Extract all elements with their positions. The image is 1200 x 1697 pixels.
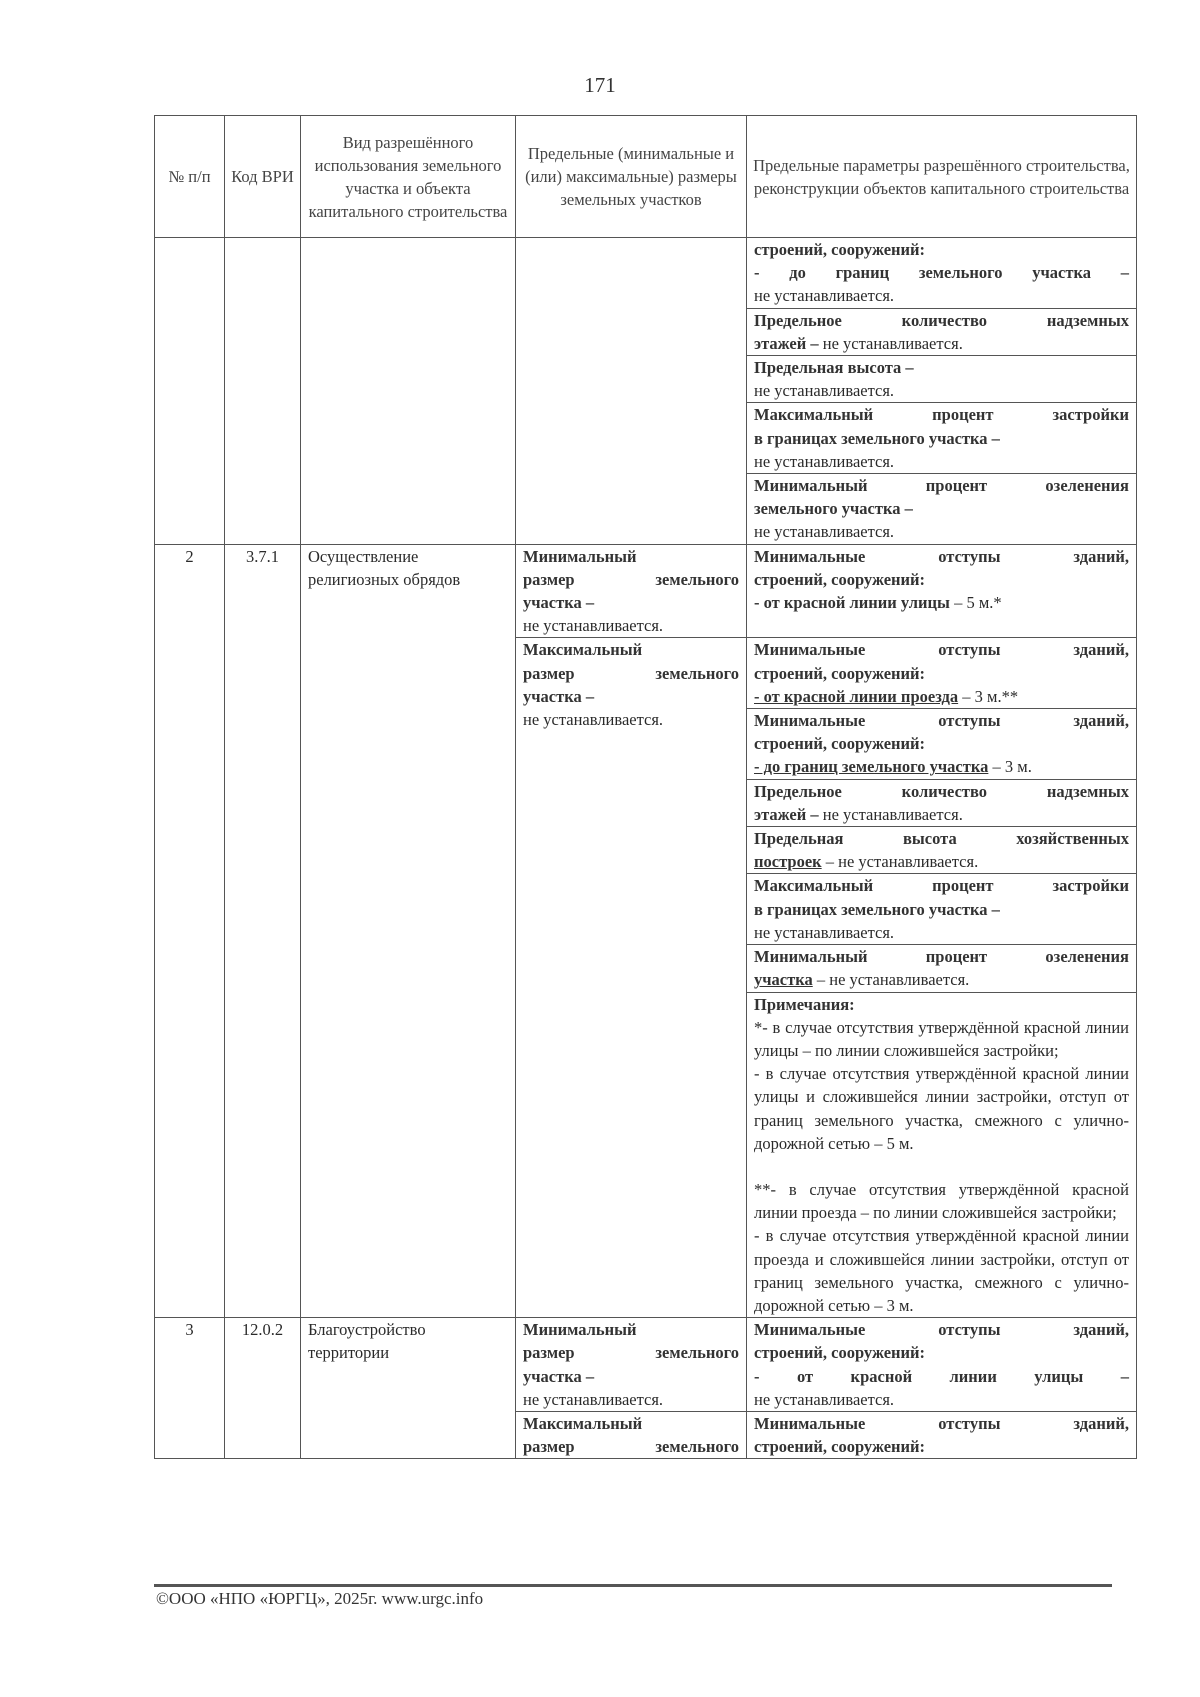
- param-cell: строений, сооружений: - до границ земельного участка – не устанавливается.: [747, 238, 1137, 309]
- land-use-table: [154, 115, 1137, 1459]
- param-cell: Минимальные отступы зданий, строений, сооружений: - до границ земельного участка – 3 м.: [747, 709, 1137, 780]
- size-min-cell: Минимальный размер земельного участка – не устанавливается.: [516, 544, 747, 638]
- row-number: 2: [155, 544, 225, 1318]
- cont-size-cell: [516, 238, 747, 545]
- note: - в случае отсутствия утверждённой красной линии улицы и сложившейся линии застройки, отступ от границ земельного участка, смежного с улично-дорожной сетью – 5 м.: [754, 1064, 1129, 1153]
- cont-num-cell: [155, 238, 225, 545]
- note: *- в случае отсутствия утверждённой красной линии улицы – по линии сложившейся застройки;: [754, 1017, 1129, 1060]
- param-cell: Предельная высота хозяйственных построек – не устанавливается.: [747, 827, 1137, 874]
- cont-type-cell: [301, 238, 516, 545]
- header-type: Вид разрешённого использования земельного участка и объекта капитального строительства: [301, 116, 516, 238]
- param-cell: Предельная высота – не устанавливается.: [747, 356, 1137, 403]
- row-number: 3: [155, 1318, 225, 1459]
- use-type: Благоустройство территории: [301, 1318, 516, 1459]
- param-cell: Минимальный процент озеленения земельного участка – не устанавливается.: [747, 474, 1137, 545]
- param-cell: Предельное количество надземных этажей – не устанавливается.: [747, 779, 1137, 826]
- param-cell: Минимальные отступы зданий, строений, сооружений: - от красной линии улицы – 5 м.*: [747, 544, 1137, 638]
- param-cell: Минимальные отступы зданий, строений, сооружений: - от красной линии улицы – не устанавливается.: [747, 1318, 1137, 1412]
- param-cell: Максимальный процент застройки в границах земельного участка – не устанавливается.: [747, 874, 1137, 945]
- table-row: [155, 544, 1137, 638]
- param-cell: Максимальный процент застройки в границах земельного участка – не устанавливается.: [747, 403, 1137, 474]
- param-cell: Минимальные отступы зданий, строений, сооружений:: [747, 1411, 1137, 1458]
- page-number: 171: [584, 73, 616, 97]
- param-cell: Минимальные отступы зданий, строений, сооружений: - от красной линии проезда – 3 м.**: [747, 638, 1137, 709]
- notes-title: Примечания:: [754, 994, 855, 1014]
- header-code: Код ВРИ: [225, 116, 301, 238]
- vri-code: 3.7.1: [225, 544, 301, 1318]
- table-row: [155, 238, 1137, 309]
- cont-code-cell: [225, 238, 301, 545]
- size-max-cell: Максимальный размер земельного: [516, 1411, 747, 1458]
- use-type: Осуществление религиозных обрядов: [301, 544, 516, 1318]
- table-row: [155, 1318, 1137, 1412]
- header-num: № п/п: [155, 116, 225, 238]
- size-min-cell: Минимальный размер земельного участка – не устанавливается.: [516, 1318, 747, 1412]
- note: - в случае отсутствия утверждённой красной линии проезда и сложившейся линии застройки, отступ от границ земельного участка, смежного с улично-дорожной сетью – 3 м.: [754, 1226, 1129, 1315]
- footer-copyright: ©ООО «НПО «ЮРГЦ», 2025г. www.urgc.info: [156, 1589, 484, 1608]
- header-params: Предельные параметры разрешённого строительства, реконструкции объектов капитального строительства: [747, 116, 1137, 238]
- param-cell: Предельное количество надземных этажей – не устанавливается.: [747, 308, 1137, 355]
- param-cell: Минимальный процент озеленения участка – не устанавливается.: [747, 945, 1137, 992]
- footer-divider: [154, 1584, 1112, 1587]
- vri-code: 12.0.2: [225, 1318, 301, 1459]
- notes-cell: [747, 992, 1137, 1318]
- header-size: Предельные (минимальные и (или) максимальные) размеры земельных участков: [516, 116, 747, 238]
- note: **- в случае отсутствия утверждённой красной линии проезда – по линии сложившейся застройки;: [754, 1179, 1129, 1223]
- size-max-cell: Максимальный размер земельного участка – не устанавливается.: [516, 638, 747, 1318]
- table-header-row: [155, 116, 1137, 238]
